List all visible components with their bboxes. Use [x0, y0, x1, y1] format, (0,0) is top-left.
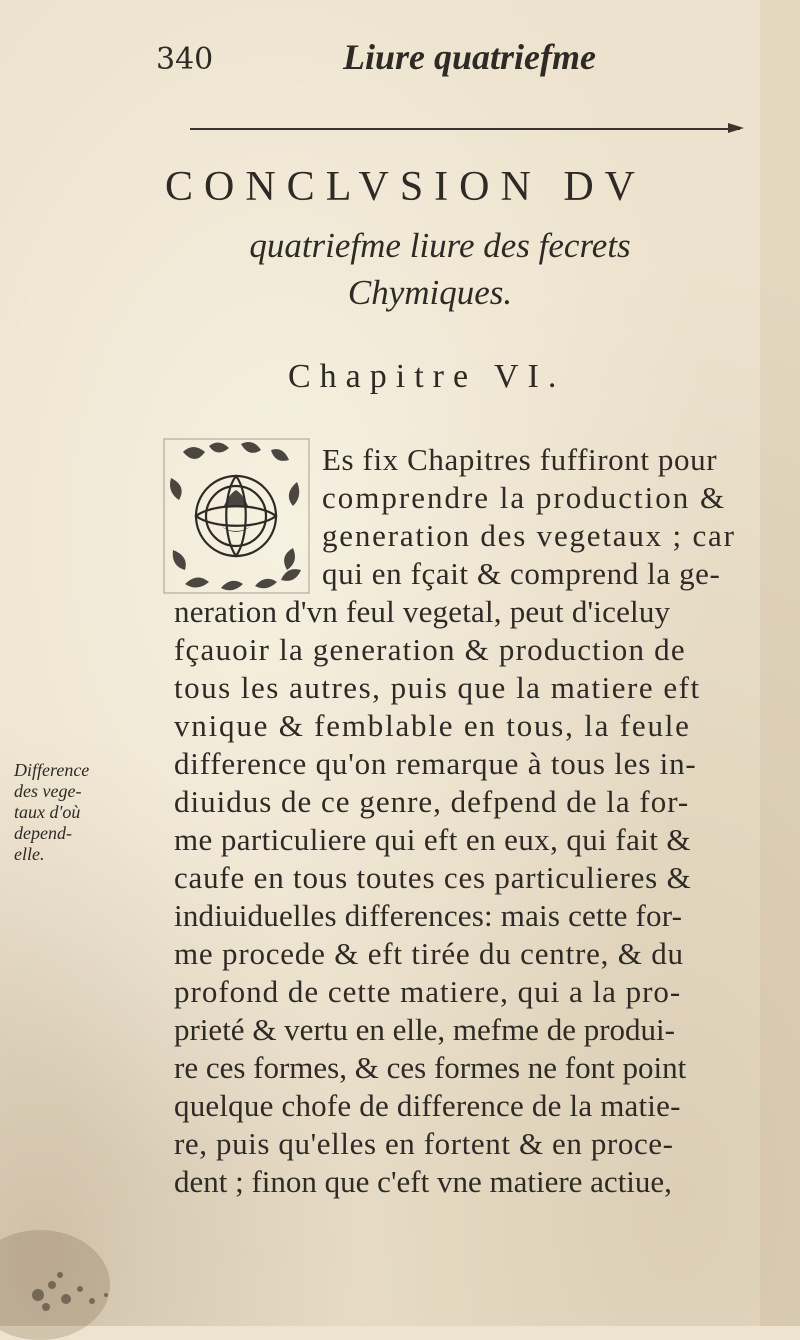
section-subtitle-line-2: Chymiques.: [347, 273, 513, 312]
foliage-ornament-initial-icon: [163, 438, 310, 594]
section-title: CONCLVSION DV: [165, 164, 646, 210]
body-text-line: me particuliere qui eft en eux, qui fait &: [174, 822, 691, 857]
body-text-line: caufe en tous toutes ces particulieres &: [174, 860, 692, 895]
section-subtitle-line-1: quatriefme liure des fecrets: [249, 226, 631, 265]
body-text-line: diuidus de ce genre, defpend de la for-: [174, 784, 690, 819]
body-text-line: quelque chofe de difference de la matie-: [174, 1088, 681, 1123]
paper-stain: [760, 0, 800, 1326]
body-text-line: tous les autres, puis que la matiere eft: [174, 670, 701, 705]
marginal-note-line: elle.: [14, 844, 45, 864]
body-text-line: dent ; finon que c'eft vne matiere actiue,: [174, 1164, 672, 1199]
chapter-heading: Chapitre VI.: [288, 358, 566, 395]
body-text-line: profond de cette matiere, qui a la pro-: [174, 974, 682, 1009]
marginal-note-line: taux d'où: [14, 802, 81, 822]
body-text-line: qui en fçait & comprend la ge-: [322, 556, 721, 591]
body-text-line: re, puis qu'elles en fortent & en proce-: [174, 1126, 674, 1161]
body-text-line: difference qu'on remarque à tous les in-: [174, 746, 697, 781]
header-rule-end: [728, 123, 744, 133]
body-text-line: fçauoir la generation & production de: [174, 632, 686, 667]
body-text-line: Es fix Chapitres fuffiront pour: [322, 442, 718, 477]
body-text-line: comprendre la production &: [322, 480, 727, 515]
running-head: Liure quatriefme: [343, 37, 596, 77]
body-text-line: vnique & femblable en tous, la feule: [174, 708, 691, 743]
body-text-line: me procede & eft tirée du centre, & du: [174, 936, 684, 971]
marginal-note-line: des vege-: [14, 781, 82, 801]
body-text-line: indiuiduelles differences: mais cette for-: [174, 898, 683, 933]
header-rule: [190, 128, 740, 130]
body-text-line: re ces formes, & ces formes ne font point: [174, 1050, 687, 1085]
ink-stain-icon: [18, 1255, 128, 1315]
body-text-line: neration d'vn feul vegetal, peut d'iceluy: [174, 594, 671, 629]
marginal-note: [14, 760, 89, 865]
body-text-line: prieté & vertu en elle, mefme de produi-: [174, 1012, 675, 1047]
marginal-note-line: depend-: [14, 823, 72, 843]
marginal-note-line: Difference: [14, 760, 90, 780]
page-number: 340: [156, 42, 214, 77]
body-text-line: generation des vegetaux ; car: [322, 518, 736, 553]
